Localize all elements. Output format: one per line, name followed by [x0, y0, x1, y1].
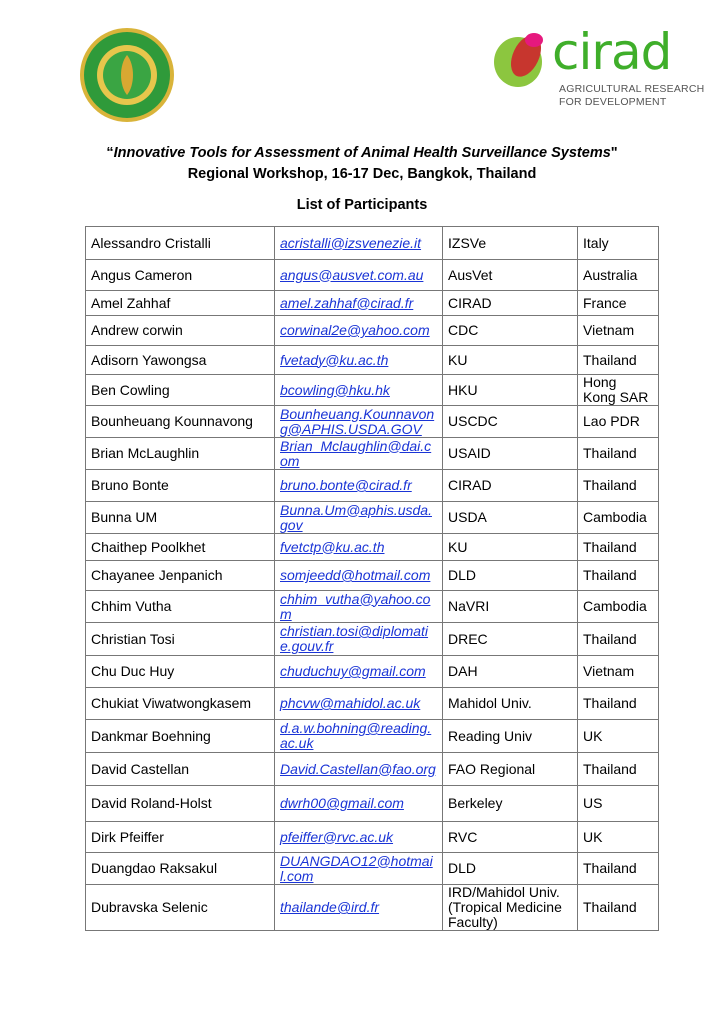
email-cell: [275, 227, 443, 260]
email-cell: [275, 502, 443, 534]
name-cell: Alessandro Cristalli: [86, 227, 275, 260]
email-link[interactable]: d.a.w.bohning@reading.ac.uk: [280, 720, 432, 751]
country-cell: Italy: [578, 227, 659, 260]
country-cell: Thailand: [578, 885, 659, 931]
table-row: [86, 470, 659, 502]
table-row: [86, 316, 659, 346]
email-link[interactable]: phcvw@mahidol.ac.uk: [280, 695, 421, 711]
email-link[interactable]: christian.tosi@diplomatie.gouv.fr: [280, 623, 429, 654]
country-cell: Cambodia: [578, 591, 659, 623]
name-cell: Chhim Vutha: [86, 591, 275, 623]
organization-cell: KU: [443, 346, 578, 375]
table-row: [86, 561, 659, 591]
name-cell: Chukiat Viwatwongkasem: [86, 688, 275, 720]
email-link[interactable]: corwinal2e@yahoo.com: [280, 322, 430, 338]
participants-table: [85, 226, 659, 931]
name-cell: Chaithep Poolkhet: [86, 534, 275, 561]
country-cell: US: [578, 786, 659, 822]
organization-cell: CDC: [443, 316, 578, 346]
email-cell: [275, 720, 443, 753]
email-cell: [275, 822, 443, 853]
country-cell: Thailand: [578, 534, 659, 561]
organization-cell: Mahidol Univ.: [443, 688, 578, 720]
table-row: [86, 438, 659, 470]
name-cell: Adisorn Yawongsa: [86, 346, 275, 375]
workshop-title-text: Innovative Tools for Assessment of Animal Health Surveillance Systems: [113, 145, 611, 161]
email-cell: [275, 885, 443, 931]
table-row: [86, 623, 659, 656]
country-cell: Hong Kong SAR: [578, 375, 659, 406]
name-cell: Chu Duc Huy: [86, 656, 275, 688]
email-link[interactable]: bruno.bonte@cirad.fr: [280, 477, 412, 493]
table-row: [86, 656, 659, 688]
email-cell: [275, 688, 443, 720]
email-link[interactable]: fvetady@ku.ac.th: [280, 351, 389, 368]
organization-cell: NaVRI: [443, 591, 578, 623]
email-cell: [275, 786, 443, 822]
name-cell: Brian McLaughlin: [86, 438, 275, 470]
name-cell: Ben Cowling: [86, 375, 275, 406]
country-cell: Vietnam: [578, 656, 659, 688]
name-cell: Andrew corwin: [86, 316, 275, 346]
country-cell: Lao PDR: [578, 406, 659, 438]
name-cell: David Roland-Holst: [86, 786, 275, 822]
email-cell: [275, 260, 443, 291]
organization-cell: DREC: [443, 623, 578, 656]
table-row: [86, 534, 659, 561]
email-link[interactable]: Bunna.Um@aphis.usda.gov: [280, 501, 432, 533]
country-cell: Cambodia: [578, 502, 659, 534]
cirad-logo: [490, 23, 705, 110]
email-cell: [275, 753, 443, 786]
table-row: [86, 260, 659, 291]
organization-cell: CIRAD: [443, 291, 578, 316]
table-row: [86, 853, 659, 885]
organization-cell: USCDC: [443, 406, 578, 438]
email-link[interactable]: amel.zahhaf@cirad.fr: [280, 294, 414, 311]
email-link[interactable]: Bounheuang.Kounnavong@APHIS.USDA.GOV: [280, 405, 435, 437]
cirad-logo-mark: [490, 30, 550, 90]
organization-cell: DAH: [443, 656, 578, 688]
organization-cell: Reading Univ: [443, 720, 578, 753]
organization-cell: RVC: [443, 822, 578, 853]
name-cell: Dirk Pfeiffer: [86, 822, 275, 853]
organization-cell: DLD: [443, 853, 578, 885]
email-cell: [275, 561, 443, 591]
country-cell: Thailand: [578, 688, 659, 720]
country-cell: Thailand: [578, 470, 659, 502]
email-link[interactable]: DUANGDAO12@hotmail.com: [280, 852, 433, 884]
email-link[interactable]: David.Castellan@fao.org: [280, 760, 436, 777]
email-cell: [275, 623, 443, 656]
table-row: [86, 720, 659, 753]
country-cell: Thailand: [578, 853, 659, 885]
table-row: [86, 502, 659, 534]
country-cell: Thailand: [578, 753, 659, 786]
table-row: [86, 406, 659, 438]
name-cell: Duangdao Raksakul: [86, 853, 275, 885]
country-cell: Thailand: [578, 561, 659, 591]
organization-cell: KU: [443, 534, 578, 561]
name-cell: Dankmar Boehning: [86, 720, 275, 753]
country-cell: Thailand: [578, 438, 659, 470]
country-cell: UK: [578, 720, 659, 753]
email-link[interactable]: fvetctp@ku.ac.th: [280, 538, 385, 555]
email-cell: [275, 853, 443, 885]
email-link[interactable]: somjeedd@hotmail.com: [280, 567, 431, 583]
email-link[interactable]: bcowling@hku.hk: [280, 381, 390, 398]
name-cell: Dubravska Selenic: [86, 885, 275, 931]
table-row: [86, 375, 659, 406]
country-cell: France: [578, 291, 659, 316]
email-cell: [275, 591, 443, 623]
name-cell: Bunna UM: [86, 502, 275, 534]
name-cell: Amel Zahhaf: [86, 291, 275, 316]
name-cell: Angus Cameron: [86, 260, 275, 291]
organization-cell: DLD: [443, 561, 578, 591]
email-link[interactable]: thailande@ird.fr: [280, 899, 380, 915]
organization-cell: IZSVe: [443, 227, 578, 260]
organization-cell: USDA: [443, 502, 578, 534]
email-cell: [275, 291, 443, 316]
email-link[interactable]: acristalli@izsvenezie.it: [280, 234, 422, 251]
table-row: [86, 227, 659, 260]
table-row: [86, 753, 659, 786]
organization-cell: CIRAD: [443, 470, 578, 502]
country-cell: UK: [578, 822, 659, 853]
email-cell: [275, 534, 443, 561]
organization-cell: HKU: [443, 375, 578, 406]
list-title: List of Participants: [296, 197, 428, 213]
organization-cell: AusVet: [443, 260, 578, 291]
organization-cell: USAID: [443, 438, 578, 470]
name-cell: Christian Tosi: [86, 623, 275, 656]
country-cell: Vietnam: [578, 316, 659, 346]
cirad-tagline-2: FOR DEVELOPMENT: [559, 96, 667, 108]
cirad-tagline-1: AGRICULTURAL RESEARCH: [559, 83, 705, 95]
table-row: [86, 346, 659, 375]
table-row: [86, 591, 659, 623]
email-link[interactable]: chhim_vutha@yahoo.com: [280, 590, 431, 622]
table-row: [86, 822, 659, 853]
email-cell: [275, 346, 443, 375]
email-link[interactable]: dwrh00@gmail.com: [280, 795, 404, 811]
organization-cell: Berkeley: [443, 786, 578, 822]
email-link[interactable]: pfeiffer@rvc.ac.uk: [280, 828, 394, 845]
email-cell: [275, 438, 443, 470]
name-cell: Bruno Bonte: [86, 470, 275, 502]
email-cell: [275, 375, 443, 406]
email-cell: [275, 656, 443, 688]
country-cell: Australia: [578, 260, 659, 291]
name-cell: Chayanee Jenpanich: [86, 561, 275, 591]
email-link[interactable]: angus@ausvet.com.au: [280, 266, 424, 283]
workshop-subtitle: Regional Workshop, 16-17 Dec, Bangkok, Thailand: [187, 166, 537, 182]
university-seal-logo: [79, 27, 175, 123]
country-cell: Thailand: [578, 623, 659, 656]
organization-cell: FAO Regional: [443, 753, 578, 786]
email-cell: [275, 316, 443, 346]
workshop-title: “Innovative Tools for Assessment of Animal Health Surveillance Systems": [106, 145, 618, 161]
cirad-wordmark: cirad: [552, 23, 672, 81]
email-link[interactable]: chuduchuy@gmail.com: [280, 663, 426, 679]
email-cell: [275, 470, 443, 502]
email-link[interactable]: Brian_Mclaughlin@dai.com: [280, 437, 432, 469]
email-cell: [275, 406, 443, 438]
table-row: [86, 291, 659, 316]
table-row: [86, 688, 659, 720]
table-row: [86, 786, 659, 822]
organization-cell: IRD/Mahidol Univ. (Tropical Medicine Faculty): [443, 885, 578, 931]
name-cell: Bounheuang Kounnavong: [86, 406, 275, 438]
table-row: [86, 885, 659, 931]
country-cell: Thailand: [578, 346, 659, 375]
name-cell: David Castellan: [86, 753, 275, 786]
